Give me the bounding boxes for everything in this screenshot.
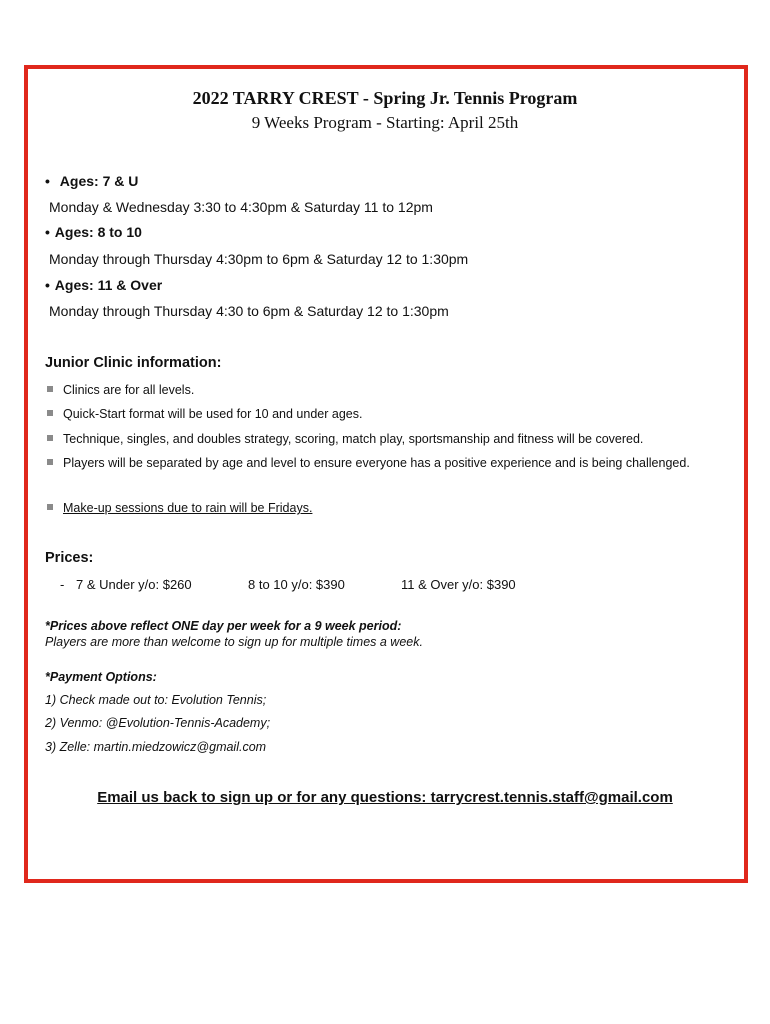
age-group-label: Ages: 11 & Over xyxy=(54,277,163,293)
clinic-item: Players will be separated by age and level to ensure everyone has a positive experience and is being challenged. xyxy=(63,456,690,470)
clinic-item: Technique, singles, and doubles strategy, scoring, match play, sportsmanship and fitness will be covered. xyxy=(63,432,644,446)
payment-option: 1) Check made out to: Evolution Tennis; xyxy=(45,693,267,707)
age-group-label: Ages: 7 & U xyxy=(59,173,139,189)
age-group-schedule: Monday through Thursday 4:30pm to 6pm & Saturday 12 to 1:30pm xyxy=(49,251,469,267)
price-dash: - xyxy=(60,577,65,592)
payment-option: 3) Zelle: martin.miedzowicz@gmail.com xyxy=(45,740,267,754)
payment-option: 2) Venmo: @Evolution-Tennis-Academy; xyxy=(45,716,271,730)
signup-email-link[interactable]: Email us back to sign up or for any questions: tarrycrest.tennis.staff@gmail.com xyxy=(97,789,673,806)
square-bullet-icon xyxy=(47,410,53,416)
square-bullet-icon xyxy=(47,504,53,510)
square-bullet-icon xyxy=(47,459,53,465)
clinic-item: Quick-Start format will be used for 10 and under ages. xyxy=(63,407,363,421)
clinic-heading: Junior Clinic information: xyxy=(45,355,222,371)
age-group-label: Ages: 8 to 10 xyxy=(54,224,142,240)
bullet: • xyxy=(45,277,50,293)
bullet: • xyxy=(45,173,50,189)
price-item: 7 & Under y/o: $260 xyxy=(76,577,192,592)
age-group-8-10 xyxy=(45,224,142,240)
clinic-item: Clinics are for all levels. xyxy=(63,383,195,397)
prices-note: Players are more than welcome to sign up for multiple times a week. xyxy=(45,635,423,649)
age-group-schedule: Monday & Wednesday 3:30 to 4:30pm & Saturday 11 to 12pm xyxy=(49,199,433,215)
clinic-item: Make-up sessions due to rain will be Fridays. xyxy=(63,501,313,515)
price-item: 8 to 10 y/o: $390 xyxy=(248,577,345,592)
price-item: 11 & Over y/o: $390 xyxy=(401,577,516,592)
square-bullet-icon xyxy=(47,435,53,441)
square-bullet-icon xyxy=(47,386,53,392)
age-group-schedule: Monday through Thursday 4:30 to 6pm & Saturday 12 to 1:30pm xyxy=(49,303,449,319)
age-group-11-over xyxy=(45,277,162,293)
page-title: 2022 TARRY CREST - Spring Jr. Tennis Program xyxy=(192,88,578,108)
prices-heading: Prices: xyxy=(45,550,94,566)
payment-heading: *Payment Options: xyxy=(45,670,157,684)
age-group-7-under xyxy=(45,173,138,189)
page-subtitle: 9 Weeks Program - Starting: April 25th xyxy=(251,113,519,132)
prices-note-bold: *Prices above reflect ONE day per week for a 9 week period: xyxy=(45,619,402,633)
bullet: • xyxy=(45,224,50,240)
